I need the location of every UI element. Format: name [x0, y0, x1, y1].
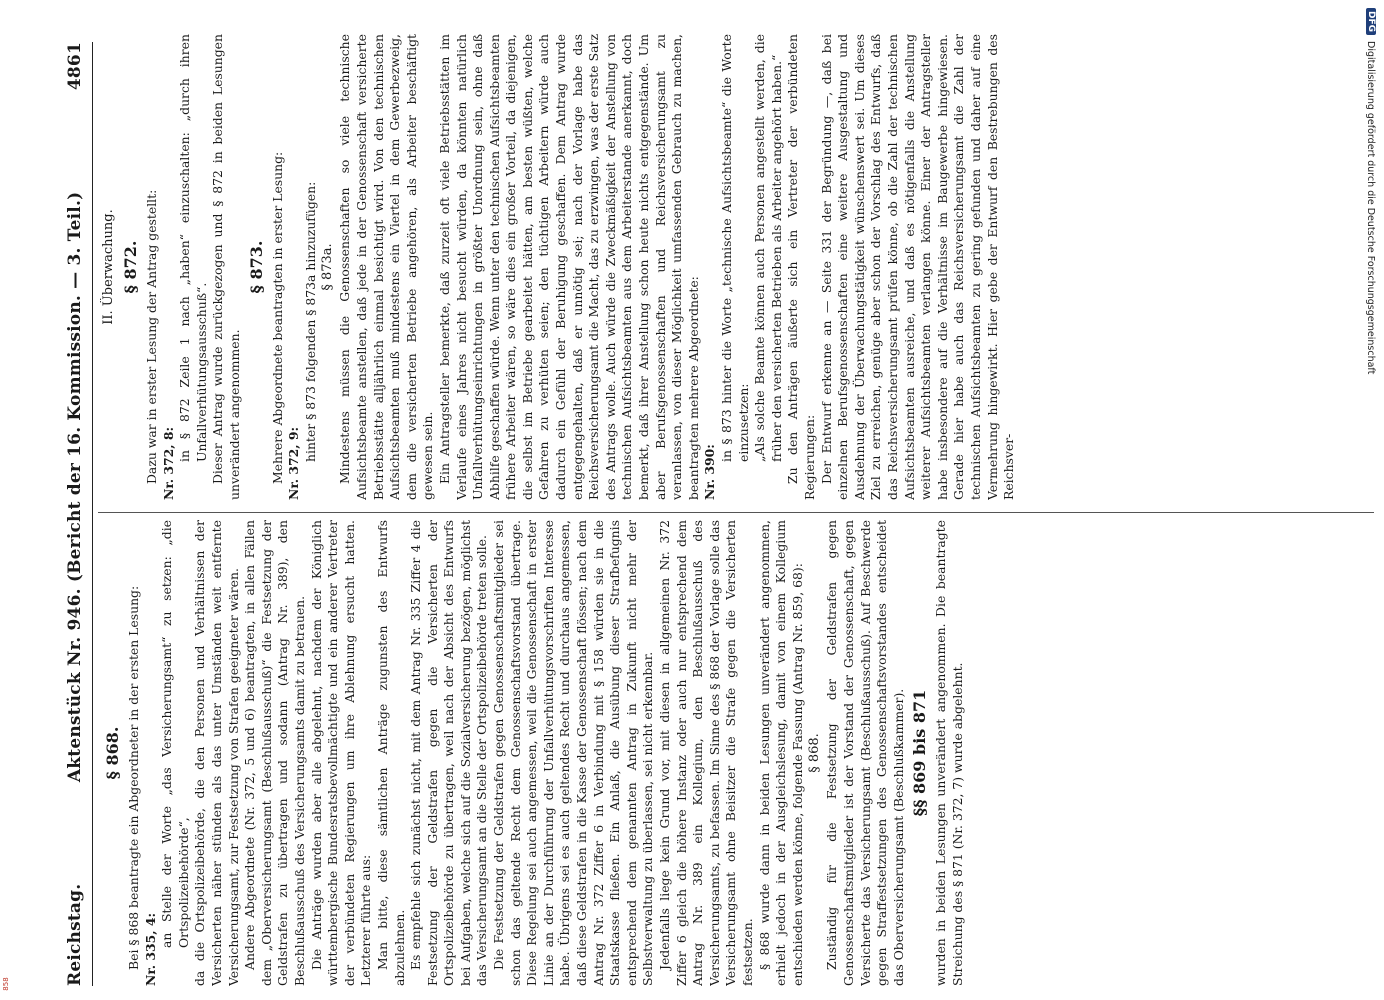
- paragraph: Bei § 868 beantragte ein Abgeordneter in der ersten Lesung:: [126, 585, 141, 970]
- motion-reference: Nr. 372, 8:: [160, 426, 176, 500]
- quoted-motion: „Als solche Beamte können auch Personen angestellt werden, die früher den versicherten Betrieben als Arbeiter angehört haben.“: [752, 34, 784, 462]
- section-872-title: § 872.: [121, 240, 140, 294]
- corner-mark: [2, 970, 12, 998]
- section-868-title: § 868.: [103, 726, 122, 780]
- corner-mark-text: 858: [2, 977, 10, 991]
- quoted-motion: an Stelle der Worte „das Versicherungsamt“ zu setzen: „die Ortspolizeibehörde“,: [159, 520, 191, 948]
- digitization-credit: [1364, 8, 1378, 992]
- column-divider: [98, 512, 1374, 513]
- paragraph: Zuständig für die Festsetzung der Geldstrafen gegen Genossenschaftsmitglieder ist der Vorstand der Genossenschaft, gegen Versicherte das Versicherungsamt (Beschlußausschuß). Auf Beschwerde gegen Straffestsetzungen des Genossenschaftsvorstandes entscheidet das Oberversicherungsamt (Beschlußkammer).: [824, 520, 906, 986]
- motion-reference: Nr. 372, 9:: [286, 426, 302, 500]
- paragraph: Die Anträge wurden aber alle abgelehnt, nachdem der Königlich württembergische Bundesratsbevollmächtigte und ein anderer Vertreter der verbündeten Regierungen um ihre Ablehnung ersucht hatten. Letzterer führte aus:: [308, 520, 374, 986]
- credit-text: Digitalisierung gefördert durch die Deutsche Forschungsgemeinschaft: [1365, 41, 1377, 375]
- header-center: Aktenstück Nr. 946. (Bericht der 16. Kommission. — 3. Teil.): [65, 191, 85, 783]
- paragraph: Mehrere Abgeordnete beantragten in erster Lesung:: [269, 151, 285, 484]
- right-column: [100, 34, 1370, 500]
- section-869-871-title: §§ 869 bis 871: [910, 689, 930, 817]
- paragraph: Ein Antragsteller bemerkte, daß zurzeit oft viele Betriebsstätten im Verlaufe eines Jahres nicht besucht würden, da könnten natürlich Unfallverhütungseinrichtungen in größter Unordnung sein, ohne daß Abhilfe geschaffen würde. Wenn unter den technischen Aufsichtsbeamten frühere Arbeiter wären, so wäre dies ein großer Vorteil, da diejenigen, die selbst im Betriebe gearbeitet hätten, am besten wüßten, welche Gefahren zu verhüten seien; den tüchtigen Arbeitern würde auch dadurch ein Gefühl der Beruhigung geschaffen. Dem Antrag wurde entgegengehalten, daß er unnötig sei; nach der Vorlage habe das Reichsversicherungsamt die Macht, das zu erzwingen, was der erste Satz des Antrags wolle. Auch würde die Zweckmäßigkeit der Anstellung von technischen Aufsichtsbeamten aus dem Arbeiterstande anerkannt, doch bemerkt, daß ihrer Anstellung schon heute nichts entgegenstände. Um aber Berufsgenossenschaften und Reichsversicherungsamt zu veranlassen, von dieser Möglichkeit umfassenden Gebrauch zu machen, beantragten mehrere Abgeordnete:: [436, 34, 701, 500]
- motion-reference: Nr. 335, 4:: [142, 912, 158, 986]
- paragraph: Die Festsetzung der Geldstrafen gegen Genossenschaftsmitglieder sei schon das geltende Recht dem Genossenschaftsvorstand übertrage. Diese Regelung sei auch angemessen, weil die Genossenschaft in erster Linie an der Durchführung der Unfallverhütungsvorschriften Interesse habe. Übrigens sei es auch geltendes Recht und durchaus angemessen, daß diese Geldstrafen in die Kasse der Genossenschaft flössen; nach dem Antrag Nr. 372 Ziffer 6 in Verbindung mit § 158 würden sie in die Staatskasse fließen. Ein Anlaß, die Ausübung dieser Strafbefugnis entsprechend dem genannten Antrag in Zukunft nicht mehr der Selbstverwaltung zu überlassen, sei nicht erkennbar.: [491, 520, 656, 986]
- section-873a-title: § 873a.: [320, 243, 336, 291]
- left-column: [100, 520, 1370, 986]
- paragraph: wurden in beiden Lesungen unverändert angenommen. Die beantragte Streichung des § 871 (Nr. 372, 7) wurde abgelehnt.: [933, 520, 965, 986]
- paragraph: Andere Abgeordnete (Nr. 372, 5 und 6) beantragten, in allen Fällen dem „Oberversicherungsamt (Beschlußausschuß)“ die Festsetzung der Geldstrafen zu übertragen und sodann (Antrag Nr. 389), den Beschlußausschuß des Versicherungsamts damit zu betrauen.: [242, 520, 307, 986]
- dfg-logo: DFG: [1366, 8, 1376, 35]
- section-heading-ueberwachung: II. Überwachung.: [101, 209, 116, 325]
- paragraph: da die Ortspolizeibehörde, die den Personen und Verhältnissen der Versicherten näher stünden als das unter Umständen weit entfernte Versicherungsamt, zur Festsetzung von Strafen geeigneter wären.: [192, 520, 241, 986]
- paragraph: Jedenfalls liege kein Grund vor, mit diesen in allgemeinen Nr. 372 Ziffer 6 gleich die höhere Instanz oder auch nur entsprechend dem Antrag Nr. 389 ein Kollegium, den Beschlußausschuß des Versicherungsamts, zu befassen. Im Sinne des § 868 der Vorlage solle das Versicherungsamt ohne Beisitzer die Strafe gegen die Versicherten festsetzen.: [657, 520, 755, 986]
- paragraph: Dieser Antrag wurde zurückgezogen und § 872 in beiden Lesungen unverändert angenommen.: [210, 34, 242, 500]
- quoted-motion: hinter § 873 folgenden § 873a hinzuzufügen:: [302, 181, 318, 462]
- section-873-title: § 873.: [246, 240, 266, 294]
- quoted-motion: in § 872 Zeile 1 nach „haben“ einzuschalten: „durch ihren Unfallverhütungsausschuß“.: [177, 34, 209, 462]
- paragraph: Dazu war in erster Lesung der Antrag gestellt:: [144, 189, 159, 484]
- section-868-subtitle: § 868.: [807, 733, 823, 773]
- quoted-motion: in § 873 hinter die Worte „technische Aufsichtsbeamte“ die Worte einzusetzen:: [719, 34, 751, 462]
- page-header: [58, 42, 93, 986]
- paragraph: Der Entwurf erkenne an — Seite 331 der Begründung —, daß bei einzelnen Berufsgenossenschaften eine weitere Ausgestaltung und Ausdehnung der Überwachungstätigkeit wünschenswert sei. Um dieses Ziel zu erreichen, genüge aber schon der Vorschlag des Entwurfs, daß das Reichsversicherungsamt prüfen könne, ob die Zahl der technischen Aufsichtsbeamten ausreiche, und daß es nötigenfalls die Anstellung weiterer Aufsichtsbeamten verlangen könne. Einer der Antragsteller habe insbesondere auf die Verhältnisse im Baugewerbe hingewiesen. Gerade hier habe auch das Reichsversicherungsamt die Zahl der technischen Aufsichtsbeamten zu gering gefunden und daher auf eine Vermehrung hingewirkt. Hier gebe der Entwurf den Bestrebungen des Reichsver-: [818, 34, 1017, 500]
- motion-reference: Nr. 390:: [702, 444, 718, 500]
- page-number: 4861: [65, 42, 85, 91]
- paragraph: Mindestens müssen die Genossenschaften so viele technische Aufsichtsbeamte anstellen, daß jede in der Genossenschaft versicherte Betriebsstätte alljährlich einmal besichtigt wird. Von den technischen Aufsichtsbeamten muß mindestens ein Viertel in dem Gewerbezweig, dem die versicherten Betriebe angehören, als Arbeiter beschäftigt gewesen sein.: [337, 34, 436, 500]
- paragraph: Es empfehle sich zunächst nicht, mit dem Antrag Nr. 335 Ziffer 4 die Festsetzung der Geldstrafen gegen die Versicherten der Ortspolizeibehörde zu übertragen, weil nach der Absicht des Entwurfs bei Aufgaben, welche sich auf die Sozialversicherung bezögen, möglichst das Versicherungsamt an die Stelle der Ortspolizeibehörde treten solle.: [408, 520, 490, 986]
- paragraph: Man bitte, diese sämtlichen Anträge zugunsten des Entwurfs abzulehnen.: [374, 520, 407, 986]
- header-left: Reichstag.: [65, 883, 85, 986]
- paragraph: § 868 wurde dann in beiden Lesungen unverändert angenommen, erhielt jedoch in der Ausgleichslesung, damit von einem Kollegium entschieden werden könne, folgende Fassung (Antrag Nr. 859, 68):: [756, 520, 805, 986]
- paragraph: Zu den Anträgen äußerte sich ein Vertreter der verbündeten Regierungen:: [785, 34, 817, 500]
